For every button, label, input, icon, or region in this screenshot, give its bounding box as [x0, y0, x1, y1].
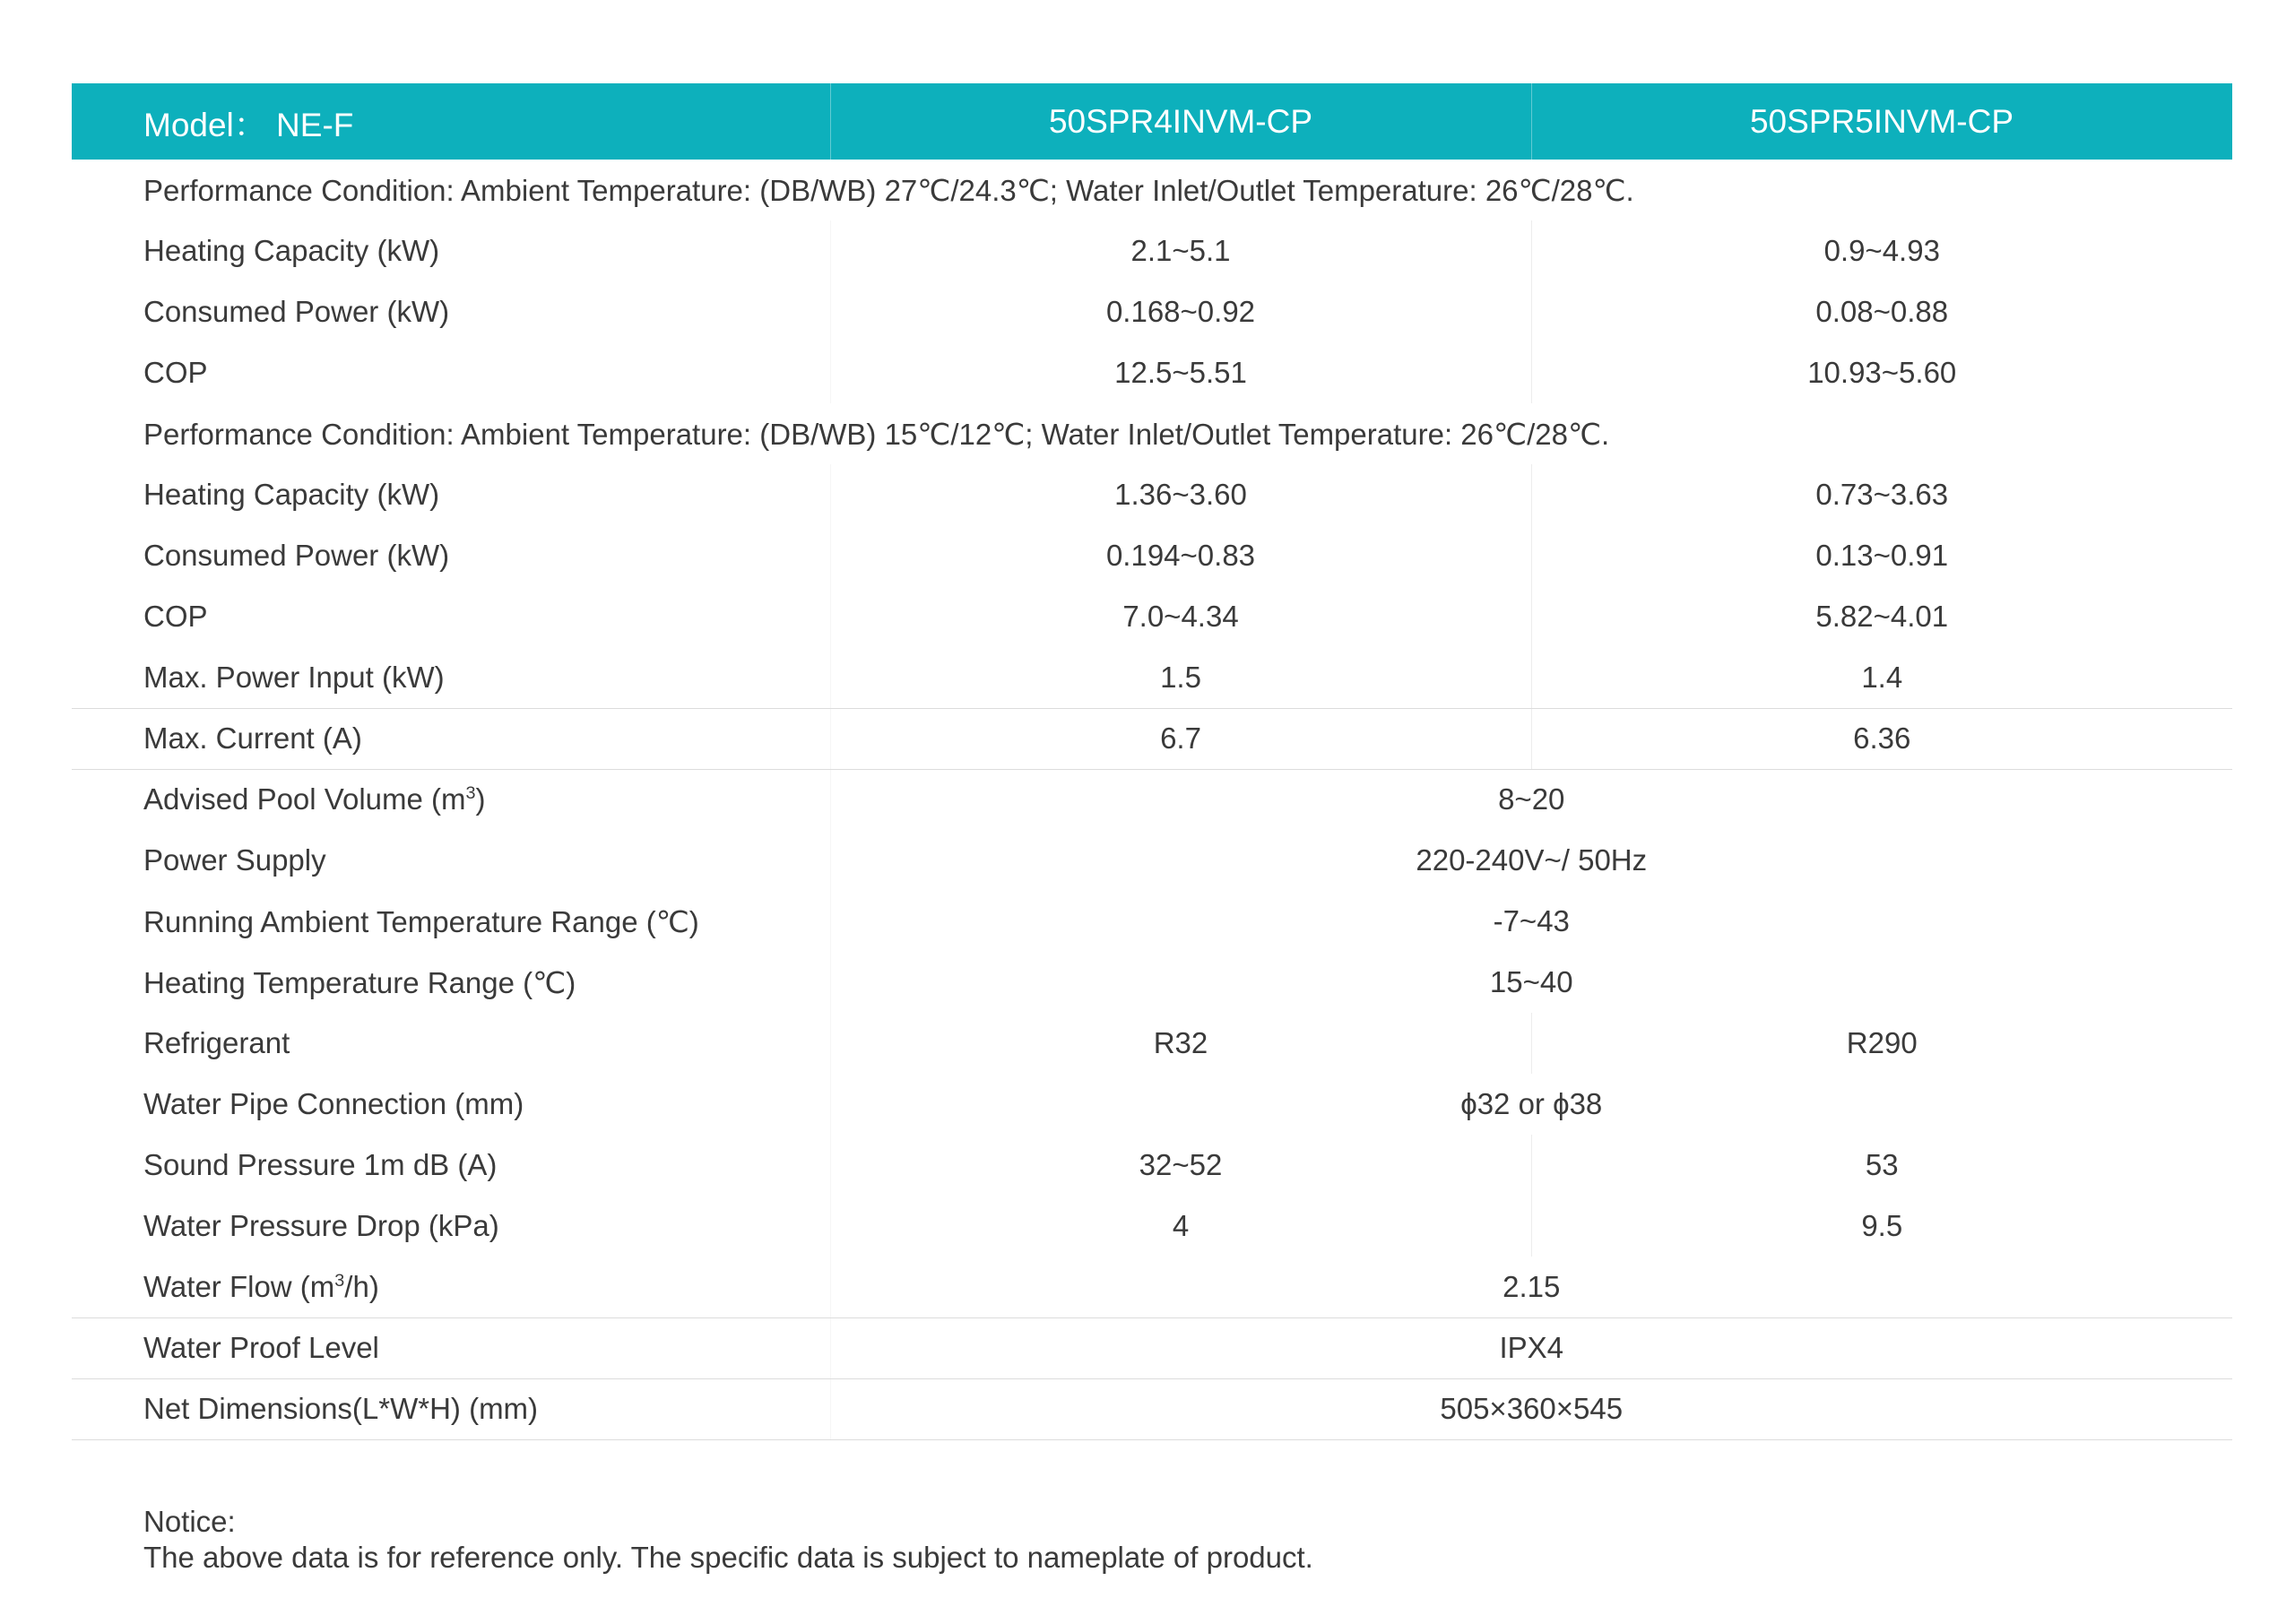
table-row [72, 160, 2232, 220]
table-row [72, 952, 2232, 1013]
model-1-value: 2.1~5.1 [830, 220, 1531, 281]
model-1-value: 6.7 [830, 708, 1531, 769]
shared-value: 15~40 [830, 952, 2232, 1013]
model-2-value: 0.9~4.93 [1531, 220, 2232, 281]
table-row [72, 1135, 2232, 1196]
row-label-text: Advised Pool Volume (m [143, 782, 466, 816]
table-row [72, 1317, 2232, 1378]
table-row [72, 1196, 2232, 1257]
model-2-value: 6.36 [1531, 708, 2232, 769]
model-label: Model： NE-F [143, 106, 354, 143]
model-2-value: 0.13~0.91 [1531, 525, 2232, 586]
table-header [72, 83, 2232, 160]
shared-value: IPX4 [830, 1317, 2232, 1378]
table-row [72, 769, 2232, 830]
table-row [72, 586, 2232, 647]
row-label: Heating Temperature Range (℃) [143, 965, 576, 999]
model-2-value: R290 [1531, 1013, 2232, 1074]
model-2-value: 5.82~4.01 [1531, 586, 2232, 647]
row-label: Sound Pressure 1m dB (A) [143, 1148, 498, 1181]
table-row [72, 1257, 2232, 1317]
model-2-value: 53 [1531, 1135, 2232, 1196]
model-1-value: 0.194~0.83 [830, 525, 1531, 586]
model-1-header: 50SPR4INVM-CP [830, 83, 1531, 160]
row-label: Refrigerant [143, 1026, 290, 1059]
table-row [72, 708, 2232, 769]
row-label: Heating Capacity (kW) [143, 478, 440, 511]
table-row [72, 403, 2232, 464]
table-row [72, 1378, 2232, 1439]
model-1-value: 12.5~5.51 [830, 342, 1531, 403]
spec-table [72, 83, 2232, 1440]
model-2-value: 9.5 [1531, 1196, 2232, 1257]
row-label: Consumed Power (kW) [143, 539, 450, 572]
model-2-value: 10.93~5.60 [1531, 342, 2232, 403]
model-2-header: 50SPR5INVM-CP [1531, 83, 2232, 160]
row-label: Net Dimensions(L*W*H) (mm) [72, 1378, 830, 1439]
shared-value: 505×360×545 [830, 1378, 2232, 1439]
table-row [72, 830, 2232, 891]
model-1-value: 1.5 [830, 647, 1531, 708]
row-label: Heating Capacity (kW) [143, 234, 440, 267]
notice-title: Notice: [143, 1505, 236, 1538]
row-label: COP [143, 356, 208, 389]
model-1-value: R32 [830, 1013, 1531, 1074]
table-row [72, 342, 2232, 403]
performance-condition-2: Performance Condition: Ambient Temperature: (DB/WB) 15℃/12℃; Water Inlet/Outlet Temperature: 26℃/28℃. [143, 417, 1610, 451]
row-label-end: /h) [344, 1269, 379, 1303]
shared-value: 2.15 [830, 1257, 2232, 1317]
notice [143, 1504, 1313, 1576]
row-label [72, 769, 830, 830]
row-label: Running Ambient Temperature Range (℃) [143, 904, 699, 938]
superscript-3: 3 [465, 783, 476, 804]
row-label-text: Water Flow (m [143, 1269, 335, 1303]
superscript-3: 3 [334, 1270, 345, 1291]
table-row [72, 220, 2232, 281]
shared-value: -7~43 [830, 891, 2232, 952]
table-row [72, 647, 2232, 708]
table-row [72, 525, 2232, 586]
shared-value: ϕ32 or ϕ38 [830, 1074, 2232, 1135]
table-row [72, 281, 2232, 342]
model-1-value: 7.0~4.34 [830, 586, 1531, 647]
row-label: Water Pressure Drop (kPa) [143, 1209, 499, 1242]
model-2-value: 0.73~3.63 [1531, 464, 2232, 525]
model-1-value: 0.168~0.92 [830, 281, 1531, 342]
model-1-value: 4 [830, 1196, 1531, 1257]
shared-value: 220-240V~/ 50Hz [830, 830, 2232, 891]
performance-condition-1: Performance Condition: Ambient Temperature: (DB/WB) 27℃/24.3℃; Water Inlet/Outlet Temperature: 26℃/28℃. [143, 173, 1634, 207]
row-label: Consumed Power (kW) [143, 295, 450, 328]
row-label: COP [143, 600, 208, 633]
table-row [72, 1074, 2232, 1135]
row-label: Max. Power Input (kW) [72, 647, 830, 708]
row-label: Max. Current (A) [72, 708, 830, 769]
row-label [72, 1257, 830, 1317]
row-label: Power Supply [143, 843, 326, 877]
row-label-end: ) [475, 782, 486, 816]
row-label: Water Proof Level [72, 1317, 830, 1378]
table-row [72, 1013, 2232, 1074]
table-row [72, 891, 2232, 952]
model-2-value: 0.08~0.88 [1531, 281, 2232, 342]
model-1-value: 1.36~3.60 [830, 464, 1531, 525]
table-row [72, 464, 2232, 525]
shared-value: 8~20 [830, 769, 2232, 830]
model-1-value: 32~52 [830, 1135, 1531, 1196]
notice-text: The above data is for reference only. The specific data is subject to nameplate of product. [143, 1541, 1313, 1574]
model-2-value: 1.4 [1531, 647, 2232, 708]
row-label: Water Pipe Connection (mm) [143, 1087, 524, 1120]
